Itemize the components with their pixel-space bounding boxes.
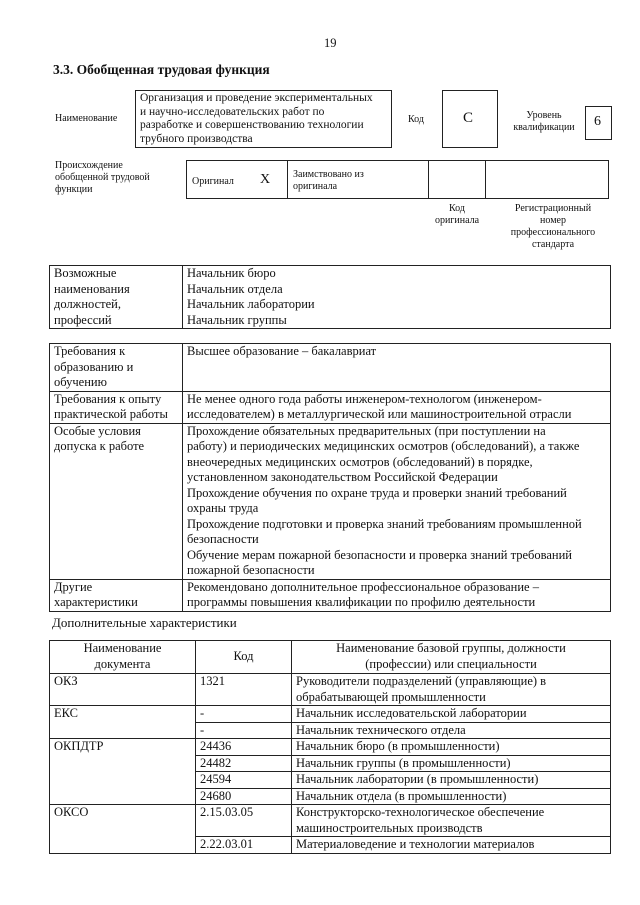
col-name-header: Наименование базовой группы, должности (профессии) или специальности: [292, 641, 611, 674]
req-other-value: Рекомендовано дополнительное профессиональное образование – программы повышения квалификации по профилю деятельности: [183, 579, 611, 611]
page-number: 19: [324, 36, 337, 50]
additional-title: Дополнительные характеристики: [52, 615, 237, 630]
table-row: ЕКС - Начальник исследовательской лаборатории: [50, 706, 611, 723]
name-label: Наименование: [55, 113, 118, 124]
code-label: Код: [408, 114, 424, 125]
table-row: - Начальник технического отдела: [50, 722, 611, 739]
table-row: 24594 Начальник лаборатории (в промышленности): [50, 772, 611, 789]
req-experience-label: Требования к опыту практической работы: [50, 391, 183, 423]
req-admission-label: Особые условия допуска к работе: [50, 423, 183, 579]
list-item: Начальник отдела: [187, 281, 283, 296]
col-code-header: Код: [196, 641, 292, 674]
table-row: ОКПДТР 24436 Начальник бюро (в промышленности): [50, 739, 611, 756]
table-row: 24680 Начальник отдела (в промышленности): [50, 788, 611, 805]
table-row: 2.22.03.01 Материаловедение и технологии материалов: [50, 837, 611, 854]
col-doc-header: Наименование документа: [50, 641, 196, 674]
borrowed-label: Заимствовано из оригинала: [293, 169, 364, 192]
requirements-table: [49, 343, 611, 612]
req-education-label: Требования к образованию и обучению: [50, 344, 183, 392]
positions-list: [183, 266, 611, 329]
req-experience-value: Не менее одного года работы инженером-технологом (инженером- исследователем) в металлургической или машиностроительной отрасли: [183, 391, 611, 423]
positions-label: Возможные наименования должностей, профессий: [50, 266, 183, 329]
req-admission-value: Прохождение обязательных предварительных (при поступлении на работу) и периодических медицинских осмотров (обследований), а также внеочередных медицинских осмотров (обследований) в порядке, установленном законодательством Российской Федерации Прохождение обучения по охране труда и проверки знаний требований охраны труда Прохождение подготовки и проверка знаний требованиям промышленной безопасности Обучение мерам пожарной безопасности и проверка знаний требований пожарной безопасности: [183, 423, 611, 579]
req-education-value: Высшее образование – бакалавриат: [183, 344, 611, 392]
table-row: ОКЗ 1321 Руководители подразделений (управляющие) в обрабатывающей промышленности: [50, 674, 611, 706]
name-value: Организация и проведение экспериментальных и научно-исследовательских работ по разработке и совершенствованию технологии трубного производства: [140, 92, 373, 145]
original-mark: X: [260, 172, 271, 187]
positions-table: [49, 265, 611, 329]
table-row: 24482 Начальник группы (в промышленности): [50, 755, 611, 772]
code-value: С: [463, 110, 474, 126]
code-original-label: Код оригинала: [434, 203, 480, 226]
list-item: Начальник бюро: [187, 266, 276, 280]
section-title: 3.3. Обобщенная трудовая функция: [53, 62, 270, 77]
list-item: Начальник лаборатории: [187, 297, 315, 311]
level-value: 6: [594, 114, 601, 129]
additional-table: [49, 640, 611, 854]
level-label: Уровень квалификации: [513, 110, 575, 133]
original-label: Оригинал: [192, 176, 234, 187]
list-item: Начальник группы: [187, 312, 287, 327]
table-row: ОКСО 2.15.03.05 Конструкторско-технологическое обеспечение машиностроительных производств: [50, 805, 611, 837]
origin-label: Происхождение обобщенной трудовой функции: [55, 160, 150, 195]
reg-number-label: Регистрационный номер профессионального стандарта: [510, 203, 596, 250]
req-other-label: Другие характеристики: [50, 579, 183, 611]
